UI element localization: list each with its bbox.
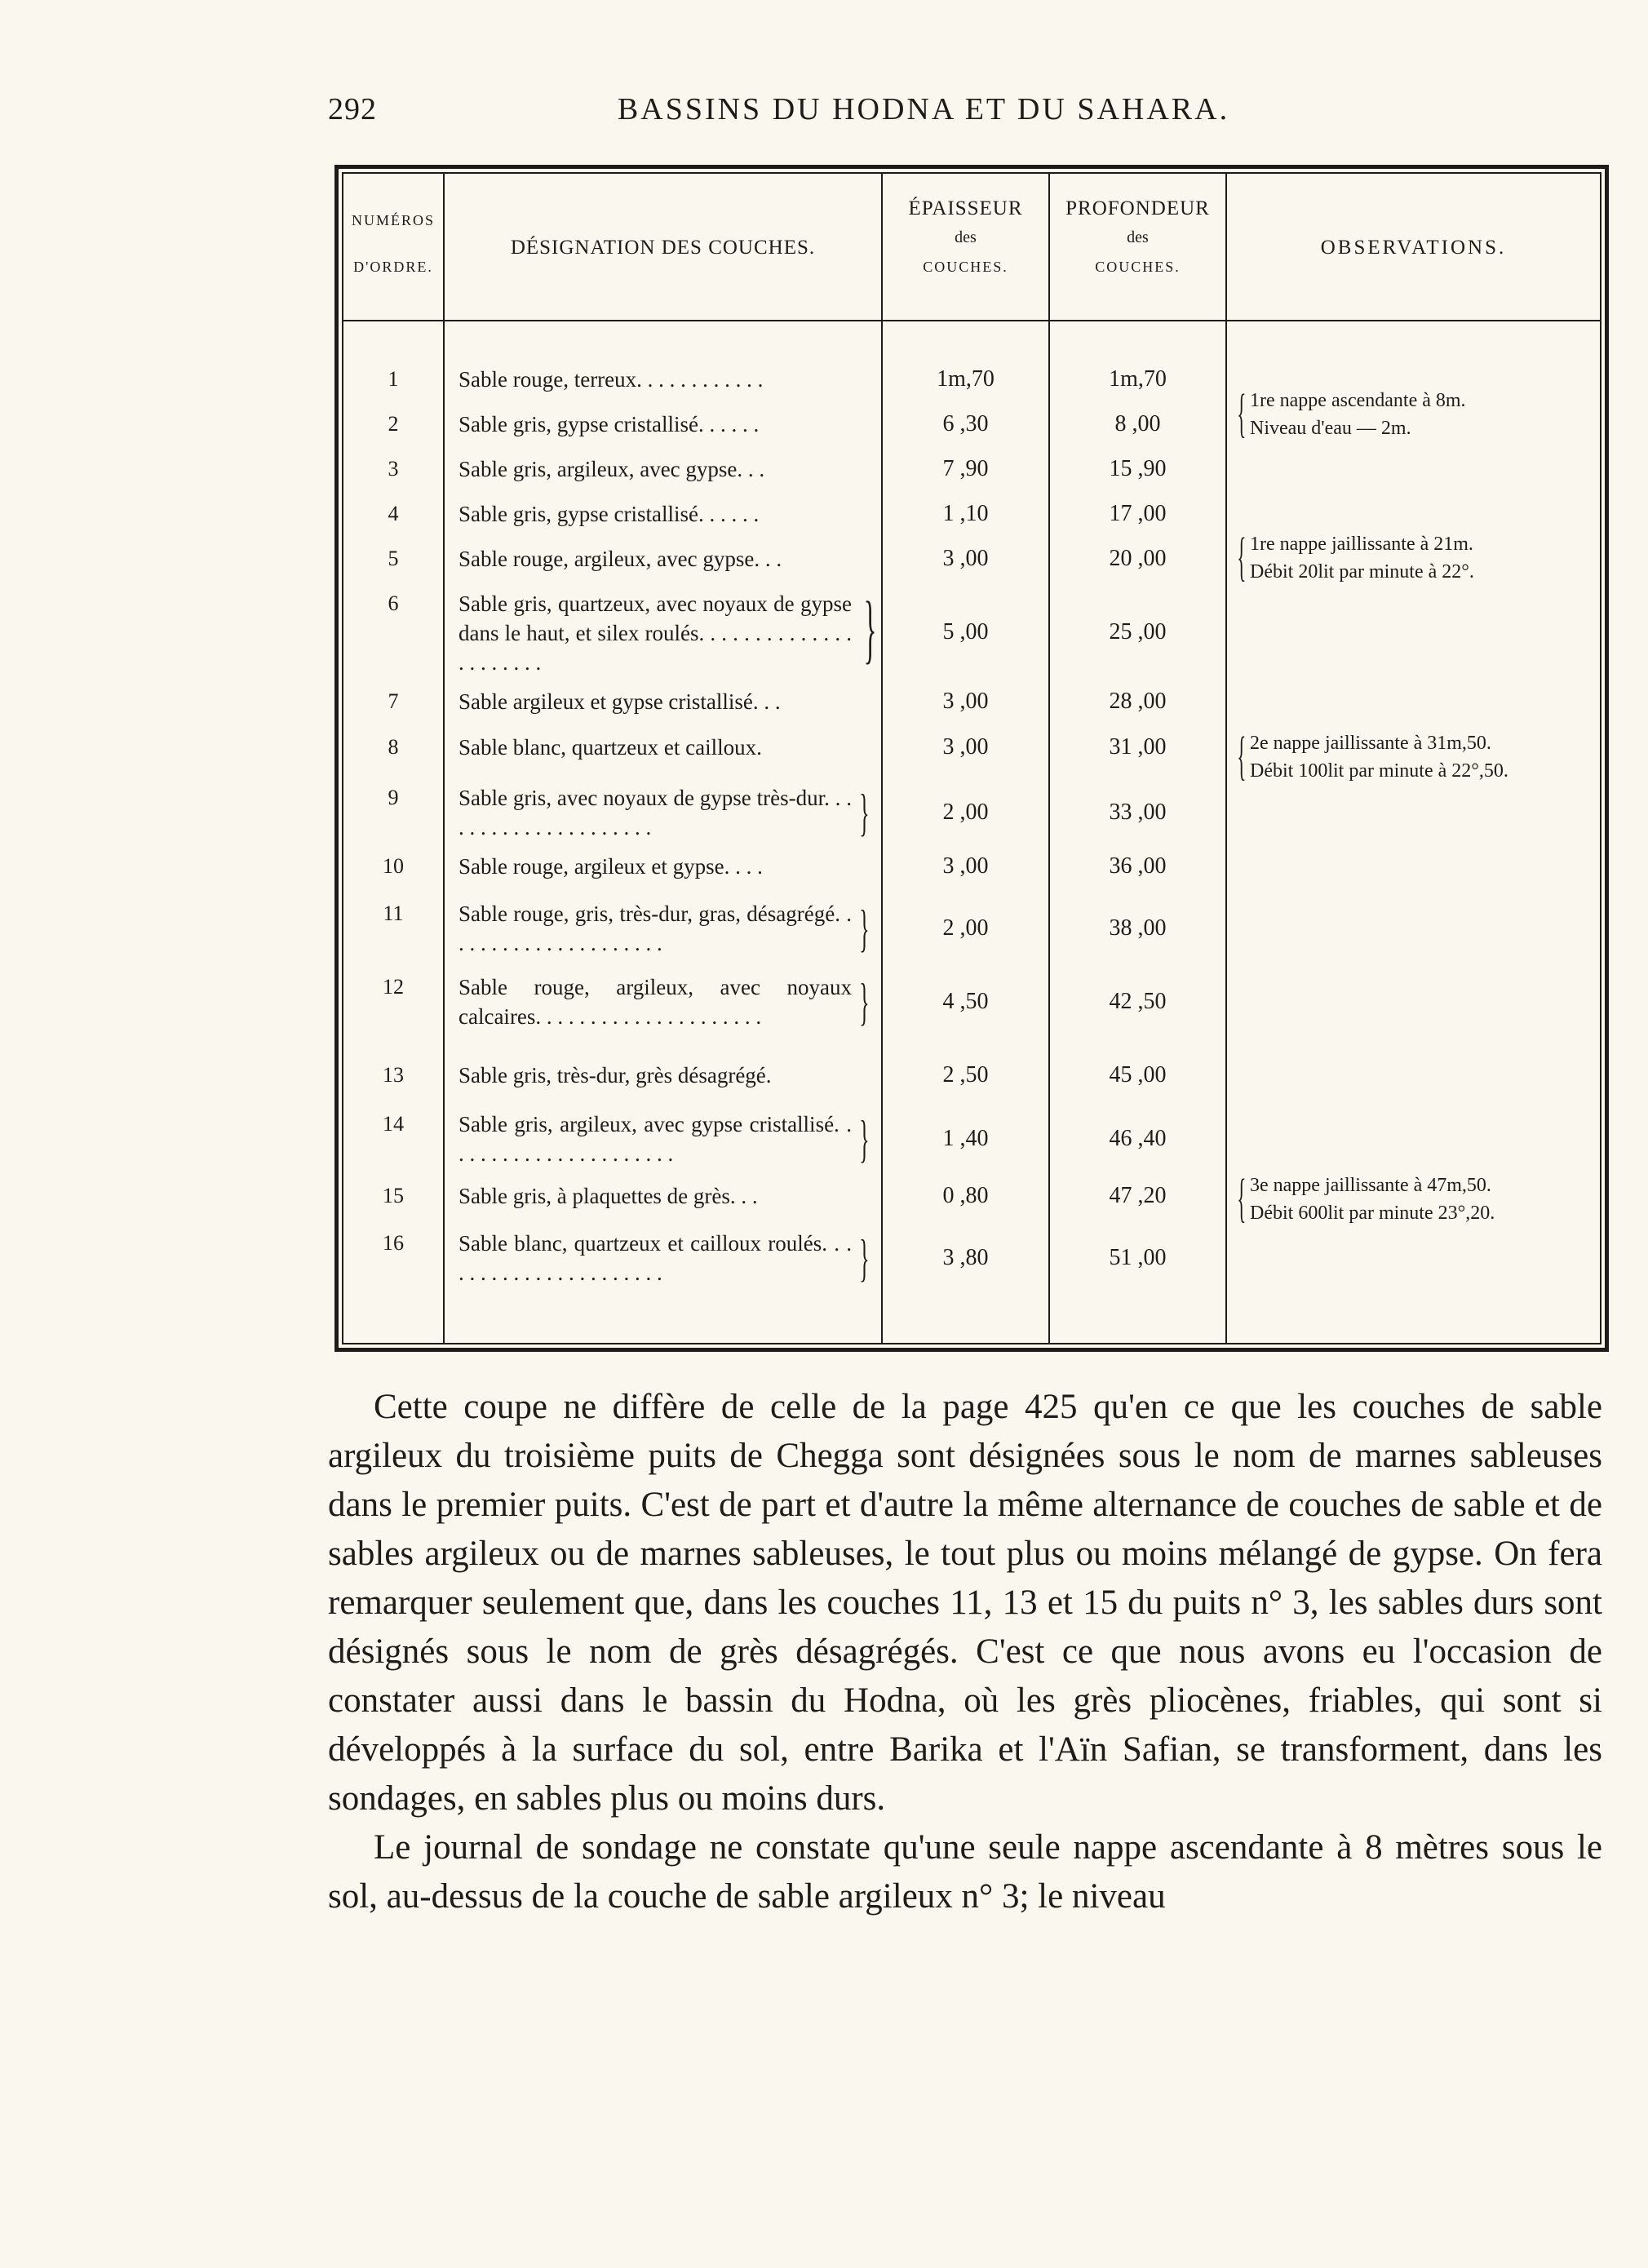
header-epaisseur-line1: ÉPAISSEUR [908, 197, 1023, 219]
body-text [328, 1383, 1602, 1921]
row-designation: Sable gris, quartzeux, avec noyaux de gypse dans le haut, et silex roulés. . . . . . . . . . . . . . . . . . . . . . [459, 591, 852, 675]
row-profondeur: 36 ,00 [1109, 853, 1167, 879]
row-brace: } [859, 783, 870, 841]
header-profondeur-line2: des [1127, 228, 1149, 246]
row-epaisseur: 3 ,00 [942, 853, 989, 879]
observation-1 [1250, 387, 1601, 442]
row-number: 10 [383, 854, 404, 878]
observation-brace: { [1237, 527, 1247, 587]
row-designation: Sable gris, gypse cristallisé. . . . . . [459, 412, 760, 436]
header-numeros-line1: NUMÉROS [351, 212, 435, 228]
row-epaisseur: 7 ,90 [942, 456, 989, 481]
observation-3-line2: Débit 100lit par minute à 22°,50. [1250, 760, 1508, 782]
header-numeros [343, 212, 443, 276]
observation-2-line1: 1re nappe jaillissante à 21m. [1250, 534, 1473, 555]
header-profondeur-line1: PROFONDEUR [1065, 197, 1210, 219]
row-number: 5 [388, 547, 399, 570]
row-profondeur: 46 ,40 [1109, 1126, 1167, 1151]
header-numeros-line2: D'ORDRE. [353, 259, 433, 275]
observation-4-line2: Débit 600lit par minute 23°,20. [1250, 1203, 1495, 1224]
row-profondeur: 51 ,00 [1109, 1245, 1167, 1270]
row-number: 7 [388, 689, 399, 713]
header-profondeur [1050, 197, 1225, 276]
paragraph-1: Cette coupe ne diffère de celle de la page 425 qu'en ce que les couches de sable argileux du troisième puits de Chegga sont désignées sous le nom de marnes sableuses dans le premier puits. C'est de part et d'autre la même alternance de couches de sable et de sables argileux ou de marnes sableuses, le tout plus ou moins mélangé de gypse. On fera remarquer seulement que, dans les couches 11, 13 et 15 du puits n° 3, les sables durs sont désignés sous le nom de grès désagrégés. C'est ce que nous avons eu l'occasion de constater aussi dans le bassin du Hodna, où les grès pliocènes, friables, qui sont si développés à la surface du sol, entre Barika et l'Aïn Safian, se transforment, dans les sondages, en sables plus ou moins durs. [328, 1388, 1602, 1818]
strata-table [334, 165, 1609, 1352]
row-epaisseur: 1m,70 [937, 366, 995, 392]
paragraph-2: Le journal de sondage ne constate qu'une seule nappe ascendante à 8 mètres sous le sol, au-dessus de la couche de sable argileux n° 3; le niveau [328, 1828, 1602, 1916]
row-brace: } [859, 1229, 870, 1287]
row-profondeur: 33 ,00 [1109, 800, 1167, 825]
running-title: BASSINS DU HODNA ET DU SAHARA. [617, 92, 1230, 126]
row-profondeur: 17 ,00 [1109, 501, 1167, 526]
row-designation: Sable rouge, argileux, avec gypse. . . [459, 547, 782, 571]
row-epaisseur: 1 ,10 [942, 501, 989, 526]
row-designation: Sable blanc, quartzeux et cailloux roulés. . . . . . . . . . . . . . . . . . . . . . [459, 1231, 852, 1285]
row-designation: Sable blanc, quartzeux et cailloux. [459, 735, 762, 760]
row-designation: Sable argileux et gypse cristallisé. . . [459, 689, 781, 714]
row-designation: Sable gris, argileux, avec gypse cristallisé. . . . . . . . . . . . . . . . . . . . . . [459, 1112, 852, 1166]
header-epaisseur-line3: COUCHES. [923, 259, 1008, 275]
row-brace: } [859, 1110, 870, 1167]
row-designation: Sable rouge, gris, très-dur, gras, désagrégé. . . . . . . . . . . . . . . . . . . . . [459, 901, 852, 955]
observation-3 [1250, 729, 1601, 785]
observation-3-line1: 2e nappe jaillissante à 31m,50. [1250, 733, 1491, 754]
observation-brace: { [1237, 1168, 1247, 1228]
page-number: 292 [328, 92, 377, 126]
header-profondeur-line3: COUCHES. [1095, 259, 1181, 275]
header-observations: OBSERVATIONS. [1320, 237, 1507, 259]
observation-4 [1250, 1172, 1601, 1227]
row-profondeur: 25 ,00 [1109, 619, 1167, 645]
row-epaisseur: 3 ,80 [942, 1245, 989, 1270]
observation-brace: { [1237, 726, 1247, 786]
header-epaisseur-line2: des [955, 228, 977, 246]
observation-2-line2: Débit 20lit par minute à 22°. [1250, 561, 1474, 583]
row-designation: Sable gris, gypse cristallisé. . . . . . [459, 502, 760, 526]
row-number: 3 [388, 457, 399, 481]
row-number: 8 [388, 735, 399, 759]
row-epaisseur: 0 ,80 [942, 1183, 989, 1208]
row-epaisseur: 3 ,00 [942, 689, 989, 714]
row-profondeur: 1m,70 [1109, 366, 1167, 392]
observation-1-line1: 1re nappe ascendante à 8m. [1250, 390, 1466, 411]
row-brace: } [863, 587, 877, 671]
row-number: 12 [383, 975, 404, 999]
row-epaisseur: 3 ,00 [942, 734, 989, 760]
row-epaisseur: 4 ,50 [942, 989, 989, 1014]
column-divider [1225, 174, 1227, 1343]
row-profondeur: 31 ,00 [1109, 734, 1167, 760]
row-epaisseur: 1 ,40 [942, 1126, 989, 1151]
row-profondeur: 42 ,50 [1109, 989, 1167, 1014]
row-designation: Sable gris, à plaquettes de grès. . . [459, 1184, 758, 1208]
row-number: 15 [383, 1184, 404, 1207]
row-profondeur: 8 ,00 [1114, 411, 1161, 436]
row-designation: Sable rouge, terreux. . . . . . . . . . . . [459, 367, 764, 392]
row-number: 16 [383, 1231, 404, 1255]
row-number: 14 [383, 1112, 404, 1136]
header-designation: DÉSIGNATION DES COUCHES. [510, 237, 816, 259]
row-profondeur: 45 ,00 [1109, 1062, 1167, 1087]
observation-1-line2: Niveau d'eau — 2m. [1250, 418, 1411, 439]
row-profondeur: 38 ,00 [1109, 915, 1167, 941]
row-epaisseur: 2 ,00 [942, 800, 989, 825]
row-profondeur: 28 ,00 [1109, 689, 1167, 714]
observation-brace: { [1237, 383, 1247, 443]
row-epaisseur: 2 ,50 [942, 1062, 989, 1087]
row-profondeur: 47 ,20 [1109, 1183, 1167, 1208]
observation-2 [1250, 530, 1601, 586]
header-epaisseur [883, 197, 1048, 276]
row-designation: Sable rouge, argileux et gypse. . . . [459, 854, 763, 879]
row-number: 9 [388, 786, 399, 809]
row-brace: } [859, 972, 870, 1030]
row-designation: Sable gris, avec noyaux de gypse très-dur. . . . . . . . . . . . . . . . . . . . . [459, 786, 852, 839]
header-divider [343, 320, 1600, 321]
row-epaisseur: 5 ,00 [942, 619, 989, 645]
row-epaisseur: 3 ,00 [942, 546, 989, 571]
row-profondeur: 20 ,00 [1109, 546, 1167, 571]
page-header [328, 91, 1617, 140]
row-designation: Sable gris, très-dur, grès désagrégé. [459, 1063, 772, 1087]
row-epaisseur: 6 ,30 [942, 411, 989, 436]
row-number: 6 [388, 591, 399, 615]
observation-4-line1: 3e nappe jaillissante à 47m,50. [1250, 1175, 1491, 1196]
row-profondeur: 15 ,90 [1109, 456, 1167, 481]
row-designation: Sable rouge, argileux, avec noyaux calcaires. . . . . . . . . . . . . . . . . . . . . [459, 975, 852, 1029]
row-number: 13 [383, 1063, 404, 1087]
row-epaisseur: 2 ,00 [942, 915, 989, 941]
row-number: 4 [388, 502, 399, 525]
row-number: 1 [388, 367, 399, 391]
row-designation: Sable gris, argileux, avec gypse. . . [459, 457, 765, 481]
row-number: 11 [383, 901, 404, 925]
column-divider [443, 174, 445, 1343]
row-number: 2 [388, 412, 399, 436]
row-brace: } [859, 899, 870, 957]
